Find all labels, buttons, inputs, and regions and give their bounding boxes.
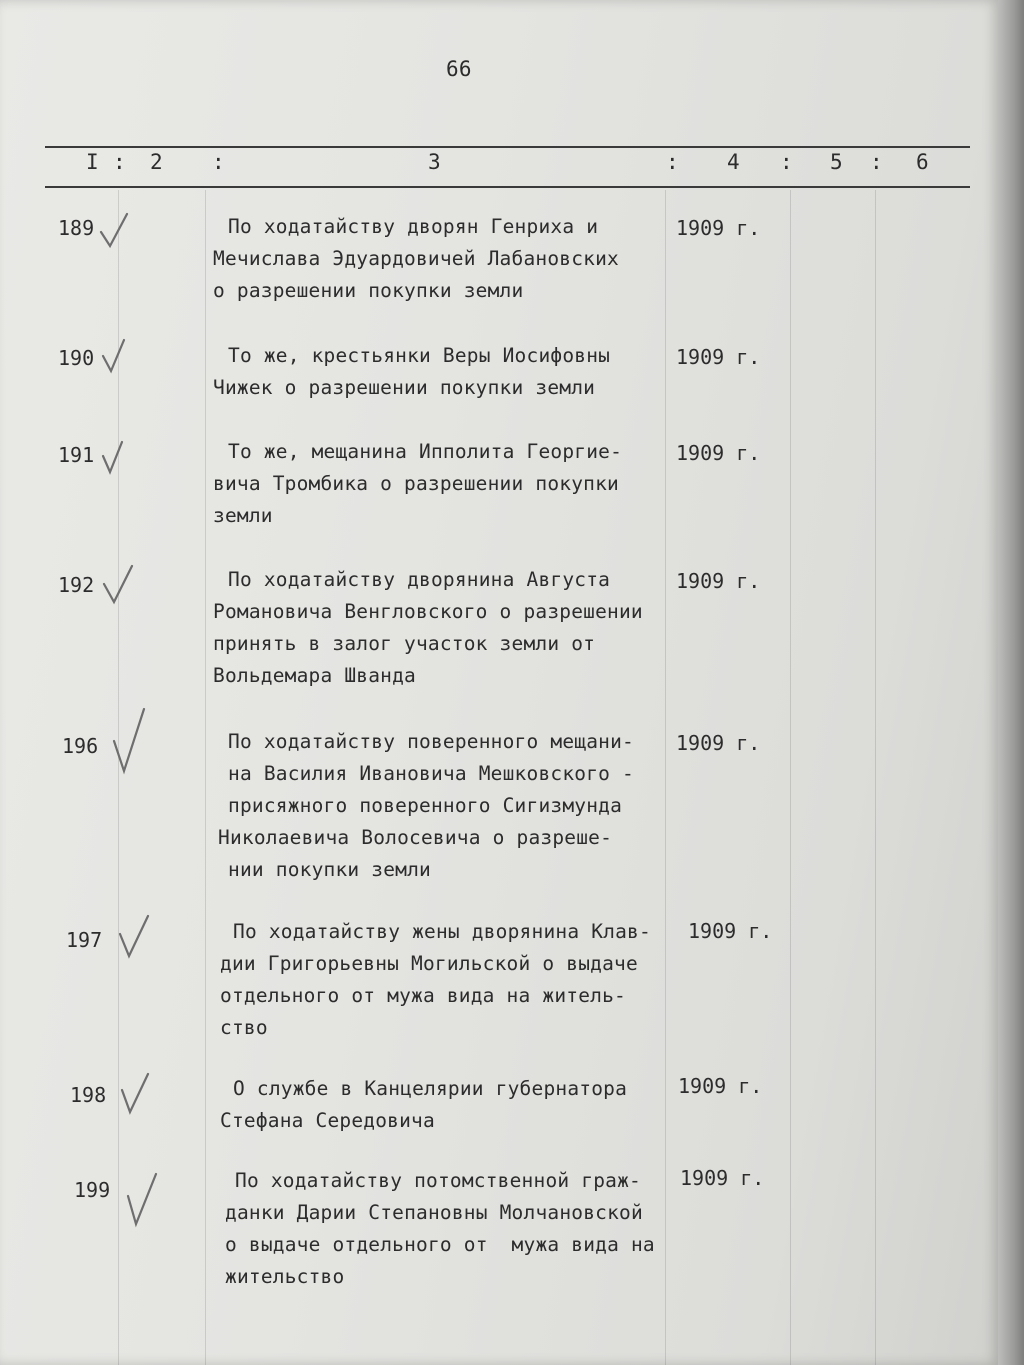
column-header-5: 5 — [830, 150, 843, 174]
column-guide — [665, 190, 666, 1365]
entry-line: По ходатайству поверенного мещани- — [228, 730, 634, 753]
entry-number: 196 — [62, 734, 99, 758]
entry-line: ство — [220, 1016, 268, 1039]
entry-line: отдельного от мужа вида на житель- — [220, 984, 626, 1007]
entry-line: вича Тромбика о разрешении покупки — [213, 472, 619, 495]
header-rule-top — [45, 146, 970, 148]
check-mark-icon — [100, 438, 126, 476]
entry-year: 1909 г. — [688, 919, 773, 943]
entry-line: присяжного поверенного Сигизмунда — [228, 794, 623, 817]
entry-number: 198 — [70, 1083, 107, 1107]
check-mark-icon — [124, 1170, 160, 1228]
column-header-1: I — [86, 150, 99, 174]
header-rule-bottom — [45, 186, 970, 188]
entry-line: По ходатайству потомственной граж- — [235, 1169, 641, 1192]
column-separator: : — [666, 150, 679, 174]
entry-year: 1909 г. — [676, 441, 761, 465]
column-separator: : — [212, 150, 225, 174]
entry-line: По ходатайству дворянина Августа — [228, 568, 611, 591]
column-guide — [790, 190, 791, 1365]
entry-number: 192 — [58, 573, 95, 597]
entry-year: 1909 г. — [676, 731, 761, 755]
column-guide — [875, 190, 876, 1365]
entry-line: Чижек о разрешении покупки земли — [213, 376, 596, 399]
entry-number: 190 — [58, 346, 95, 370]
entry-line: То же, крестьянки Веры Иосифовны — [228, 344, 611, 367]
entry-number: 191 — [58, 443, 95, 467]
entry-line: Стефана Середовича — [220, 1109, 435, 1132]
page-edge — [998, 0, 1024, 1365]
entry-year: 1909 г. — [676, 216, 761, 240]
entry-line: земли — [213, 504, 273, 527]
entry-line: Мечислава Эдуардовичей Лабановских — [213, 247, 619, 270]
check-mark-icon — [118, 1070, 152, 1116]
entry-year: 1909 г. — [676, 345, 761, 369]
entry-line: принять в залог участок земли от — [213, 632, 596, 655]
column-header-2: 2 — [150, 150, 163, 174]
column-header-4: 4 — [727, 150, 740, 174]
entry-number: 199 — [74, 1178, 111, 1202]
column-separator: : — [870, 150, 883, 174]
entry-line: данки Дарии Степановны Молчановской — [225, 1201, 643, 1224]
page-number: 66 — [446, 57, 472, 81]
check-mark-icon — [100, 336, 128, 376]
entry-line: Вольдемара Шванда — [213, 664, 416, 687]
entry-line: на Василия Ивановича Мешковского - — [228, 762, 634, 785]
entry-number: 197 — [66, 928, 103, 952]
column-separator: : — [113, 150, 126, 174]
entry-line: о разрешении покупки земли — [213, 279, 524, 302]
check-mark-icon — [100, 562, 136, 606]
entry-line: нии покупки земли — [228, 858, 431, 881]
entry-line: Николаевича Волосевича о разреше- — [218, 826, 613, 849]
entry-year: 1909 г. — [676, 569, 761, 593]
entry-line: Романовича Венгловского о разрешении — [213, 600, 643, 623]
entry-line: По ходатайству жены дворянина Клав- — [233, 920, 651, 943]
check-mark-icon — [98, 210, 130, 250]
entry-line: о выдаче отдельного от мужа вида на — [225, 1233, 655, 1256]
entry-number: 189 — [58, 216, 95, 240]
column-separator: : — [780, 150, 793, 174]
entry-line: То же, мещанина Ипполита Георгие- — [228, 440, 623, 463]
entry-line: По ходатайству дворян Генриха и — [228, 215, 599, 238]
entry-year: 1909 г. — [680, 1166, 765, 1190]
entry-year: 1909 г. — [678, 1074, 763, 1098]
column-guide — [205, 190, 206, 1365]
entry-line: О службе в Канцелярии губернатора — [233, 1077, 628, 1100]
entry-line: жительство — [225, 1265, 345, 1288]
check-mark-icon — [116, 912, 152, 960]
entry-line: дии Григорьевны Могильской о выдаче — [220, 952, 638, 975]
check-mark-icon — [110, 705, 150, 775]
column-header-3: 3 — [428, 150, 441, 174]
column-header-6: 6 — [916, 150, 929, 174]
